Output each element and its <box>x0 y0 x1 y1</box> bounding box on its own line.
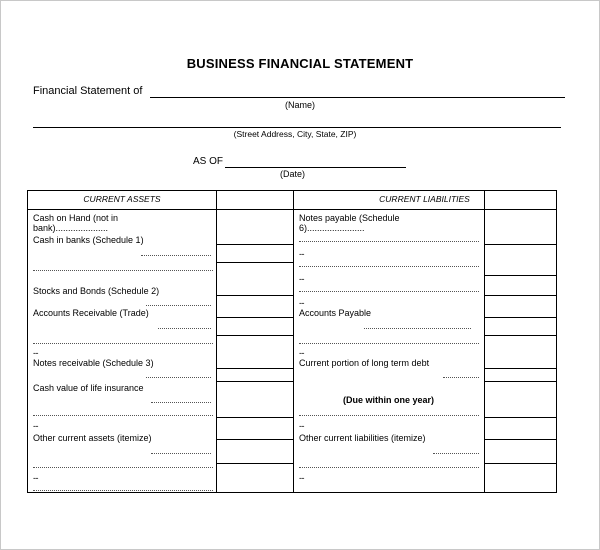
asset-fill-line[interactable] <box>33 490 213 491</box>
accounts-receivable-label: Accounts Receivable (Trade) <box>33 308 149 318</box>
asset-amount-line <box>216 368 293 369</box>
stocks-bonds-fill[interactable] <box>146 305 211 306</box>
col-divider-middle <box>293 191 294 492</box>
liability-amount-line <box>484 417 556 418</box>
current-liabilities-header: CURRENT LIABILITIES <box>379 194 470 204</box>
col-divider-liabilities-amount <box>484 191 485 492</box>
asset-fill-line[interactable] <box>33 415 213 416</box>
asset-amount-line <box>216 317 293 318</box>
other-current-liabilities-label: Other current liabilities (itemize) <box>299 433 426 443</box>
liability-fill-line[interactable] <box>299 415 479 416</box>
notes-receivable-fill[interactable] <box>146 377 211 378</box>
liability-amount-line <box>484 368 556 369</box>
dash-marker: -- <box>299 421 304 431</box>
liability-amount-line <box>484 335 556 336</box>
address-input-line[interactable] <box>33 127 561 128</box>
accounts-receivable-fill[interactable] <box>158 328 211 329</box>
asset-fill-line[interactable] <box>33 467 213 468</box>
asset-fill-line[interactable] <box>33 343 213 344</box>
asset-amount-line <box>216 381 293 382</box>
notes-receivable-label: Notes receivable (Schedule 3) <box>33 358 154 368</box>
date-caption: (Date) <box>279 169 305 179</box>
dash-marker: -- <box>299 274 304 284</box>
accounts-payable-fill[interactable] <box>364 328 471 329</box>
notes-payable-label: Notes payable (Schedule <box>299 213 400 223</box>
header-row-divider <box>28 209 556 210</box>
liability-fill-line[interactable] <box>299 241 479 242</box>
dash-marker: -- <box>299 298 304 308</box>
other-current-liabilities-fill[interactable] <box>433 453 479 454</box>
asset-amount-line <box>216 463 293 464</box>
liability-amount-line <box>484 317 556 318</box>
date-input-line[interactable] <box>225 167 406 168</box>
liability-amount-line <box>484 463 556 464</box>
other-current-assets-fill[interactable] <box>151 453 211 454</box>
financial-statement-of-label: Financial Statement of <box>33 85 143 97</box>
name-input-line[interactable] <box>150 97 565 98</box>
liability-fill-line[interactable] <box>299 266 479 267</box>
cash-value-life-fill[interactable] <box>151 402 211 403</box>
liability-fill-line[interactable] <box>299 343 479 344</box>
col-divider-assets-amount <box>216 191 217 492</box>
asset-amount-line <box>216 295 293 296</box>
notes-payable-cont: 6)....................... <box>299 223 365 233</box>
asset-amount-line <box>216 244 293 245</box>
address-caption: (Street Address, City, State, ZIP) <box>233 129 357 139</box>
liability-amount-line <box>484 295 556 296</box>
due-within-label: (Due within one year) <box>343 395 435 405</box>
dash-marker: -- <box>299 249 304 259</box>
cash-on-hand-label: Cash on Hand (not in <box>33 213 119 223</box>
liability-amount-line <box>484 275 556 276</box>
liability-amount-line <box>484 439 556 440</box>
other-current-assets-label: Other current assets (itemize) <box>33 433 152 443</box>
liability-amount-line <box>484 381 556 382</box>
dash-marker: -- <box>299 348 304 358</box>
dash-marker: -- <box>33 421 38 431</box>
cash-in-banks-fill[interactable] <box>141 255 211 256</box>
dash-marker: -- <box>33 473 38 483</box>
as-of-label: AS OF <box>193 156 224 167</box>
dash-marker: -- <box>299 473 304 483</box>
asset-amount-line <box>216 439 293 440</box>
financial-table <box>27 190 557 493</box>
cash-on-hand-cont: bank)..................... <box>33 223 109 233</box>
liability-fill-line[interactable] <box>299 291 479 292</box>
liability-amount-line <box>484 492 556 493</box>
current-assets-header: CURRENT ASSETS <box>83 194 161 204</box>
liability-fill-line[interactable] <box>299 467 479 468</box>
current-portion-label: Current portion of long term debt <box>299 358 430 368</box>
asset-amount-line <box>216 417 293 418</box>
asset-amount-line <box>216 492 293 493</box>
document-title: BUSINESS FINANCIAL STATEMENT <box>186 56 414 71</box>
name-caption: (Name) <box>284 100 315 110</box>
asset-fill-line[interactable] <box>33 270 213 271</box>
cash-value-life-label: Cash value of life insurance <box>33 383 144 393</box>
current-portion-fill[interactable] <box>443 377 479 378</box>
accounts-payable-label: Accounts Payable <box>299 308 372 318</box>
cash-in-banks-label: Cash in banks (Schedule 1) <box>33 235 144 245</box>
liability-amount-line <box>484 244 556 245</box>
stocks-bonds-label: Stocks and Bonds (Schedule 2) <box>33 286 160 296</box>
dash-marker: -- <box>33 348 38 358</box>
asset-amount-line <box>216 335 293 336</box>
asset-amount-line <box>216 262 293 263</box>
